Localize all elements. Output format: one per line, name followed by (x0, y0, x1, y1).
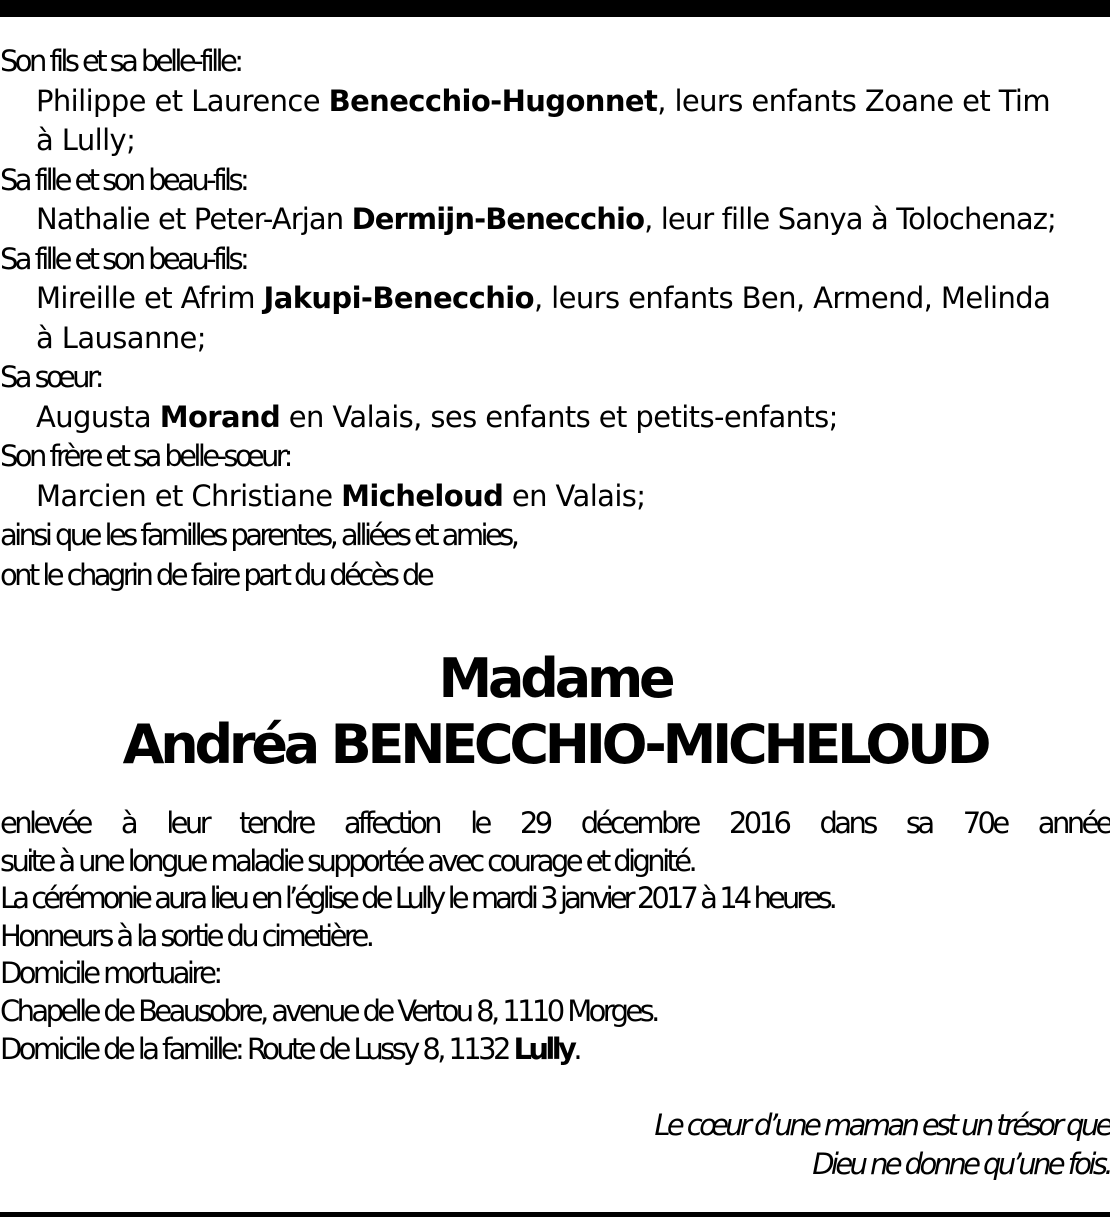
closing-quote (0, 1106, 1110, 1184)
family-group-son (0, 42, 1110, 161)
relation-label: Son frère et sa belle-sœur: (0, 439, 290, 473)
member-text: à Lausanne; (36, 320, 206, 355)
member-text: , leur fille Sanya à Tolochenaz; (644, 202, 1056, 236)
member-text: en Valais; (503, 478, 646, 513)
member-text: à Lully; (36, 123, 136, 157)
member-text: Mireille et Afrim (36, 281, 264, 315)
family-members (0, 200, 1110, 240)
member-text: , leurs enfants Ben, Armend, Melinda (533, 281, 1051, 315)
family-group-brother (0, 437, 1110, 516)
family-address-town: Lully (513, 1031, 574, 1066)
family-list (0, 42, 1110, 595)
death-notice-line: enlevée à leur tendre affection le 29 décembre 2016 dans sa 70e année (0, 806, 1110, 840)
member-line (36, 200, 1110, 240)
closing-line: ont le chagrin de faire part du décès de (0, 557, 432, 592)
honours-line: Honneurs à la sortie du cimetière. (0, 918, 372, 953)
relation-label: Sa fille et son beau-fils: (0, 162, 247, 197)
member-line (36, 398, 1110, 438)
mortuary-address: Chapelle de Beausobre, avenue de Vertou 8, 1110 Morges. (0, 993, 657, 1028)
illness-line: suite à une longue maladie supportée avec courage et dignité. (0, 843, 695, 878)
relation-label: Son fils et sa belle-fille: (0, 44, 241, 78)
family-address-text: Domicile de la famille: Route de Lussy 8, 1132 (0, 1031, 514, 1066)
member-line (36, 82, 1110, 122)
family-group-sister (0, 358, 1110, 437)
deceased-title: Madame (438, 647, 672, 710)
member-text: Marcien et Christiane (36, 478, 342, 513)
member-surname: Benecchio-Hugonnet (328, 83, 658, 118)
family-members (0, 82, 1110, 161)
member-text: Nathalie et Peter-Arjan (36, 202, 352, 236)
relation-label: Sa fille et son beau-fils: (0, 241, 247, 276)
member-surname: Jakupi-Benecchio (263, 281, 534, 315)
deceased-name: Andréa BENECCHIO-MICHELOUD (122, 713, 988, 776)
bottom-rule (0, 1212, 1110, 1217)
member-line (36, 279, 1110, 319)
family-members (0, 477, 1110, 517)
member-line (36, 121, 1110, 161)
member-text: Philippe et Laurence (36, 83, 329, 118)
relation-label: Sa sœur: (0, 360, 101, 394)
family-group-daughter-2 (0, 240, 1110, 359)
deceased-name-block (0, 646, 1110, 778)
family-group-daughter-1 (0, 161, 1110, 240)
member-text: , leurs enfants Zoane et Tim (657, 83, 1051, 118)
member-text: en Valais, ses enfants et petits-enfants; (280, 399, 838, 434)
member-surname: Morand (159, 399, 281, 434)
quote-line: Le cœur d’une maman est un trésor que (654, 1108, 1110, 1142)
member-surname: Micheloud (341, 478, 504, 513)
family-members (0, 398, 1110, 438)
family-members (0, 279, 1110, 358)
family-address-text: . (573, 1031, 579, 1066)
member-surname: Dermijn-Benecchio (351, 202, 645, 236)
closing-line: ainsi que les familles parentes, alliées et amies, (0, 518, 517, 552)
quote-line: Dieu ne donne qu’une fois. (812, 1147, 1110, 1181)
member-text: Augusta (36, 399, 160, 434)
details-block (0, 805, 1110, 1068)
family-address-line (0, 1031, 1110, 1069)
member-line (36, 477, 1110, 517)
member-line (36, 319, 1110, 359)
mortuary-label: Domicile mortuaire: (0, 956, 220, 991)
top-rule (0, 0, 1110, 17)
ceremony-line: La cérémonie aura lieu en l’église de Lully le mardi 3 janvier 2017 à 14 heures. (0, 881, 834, 916)
